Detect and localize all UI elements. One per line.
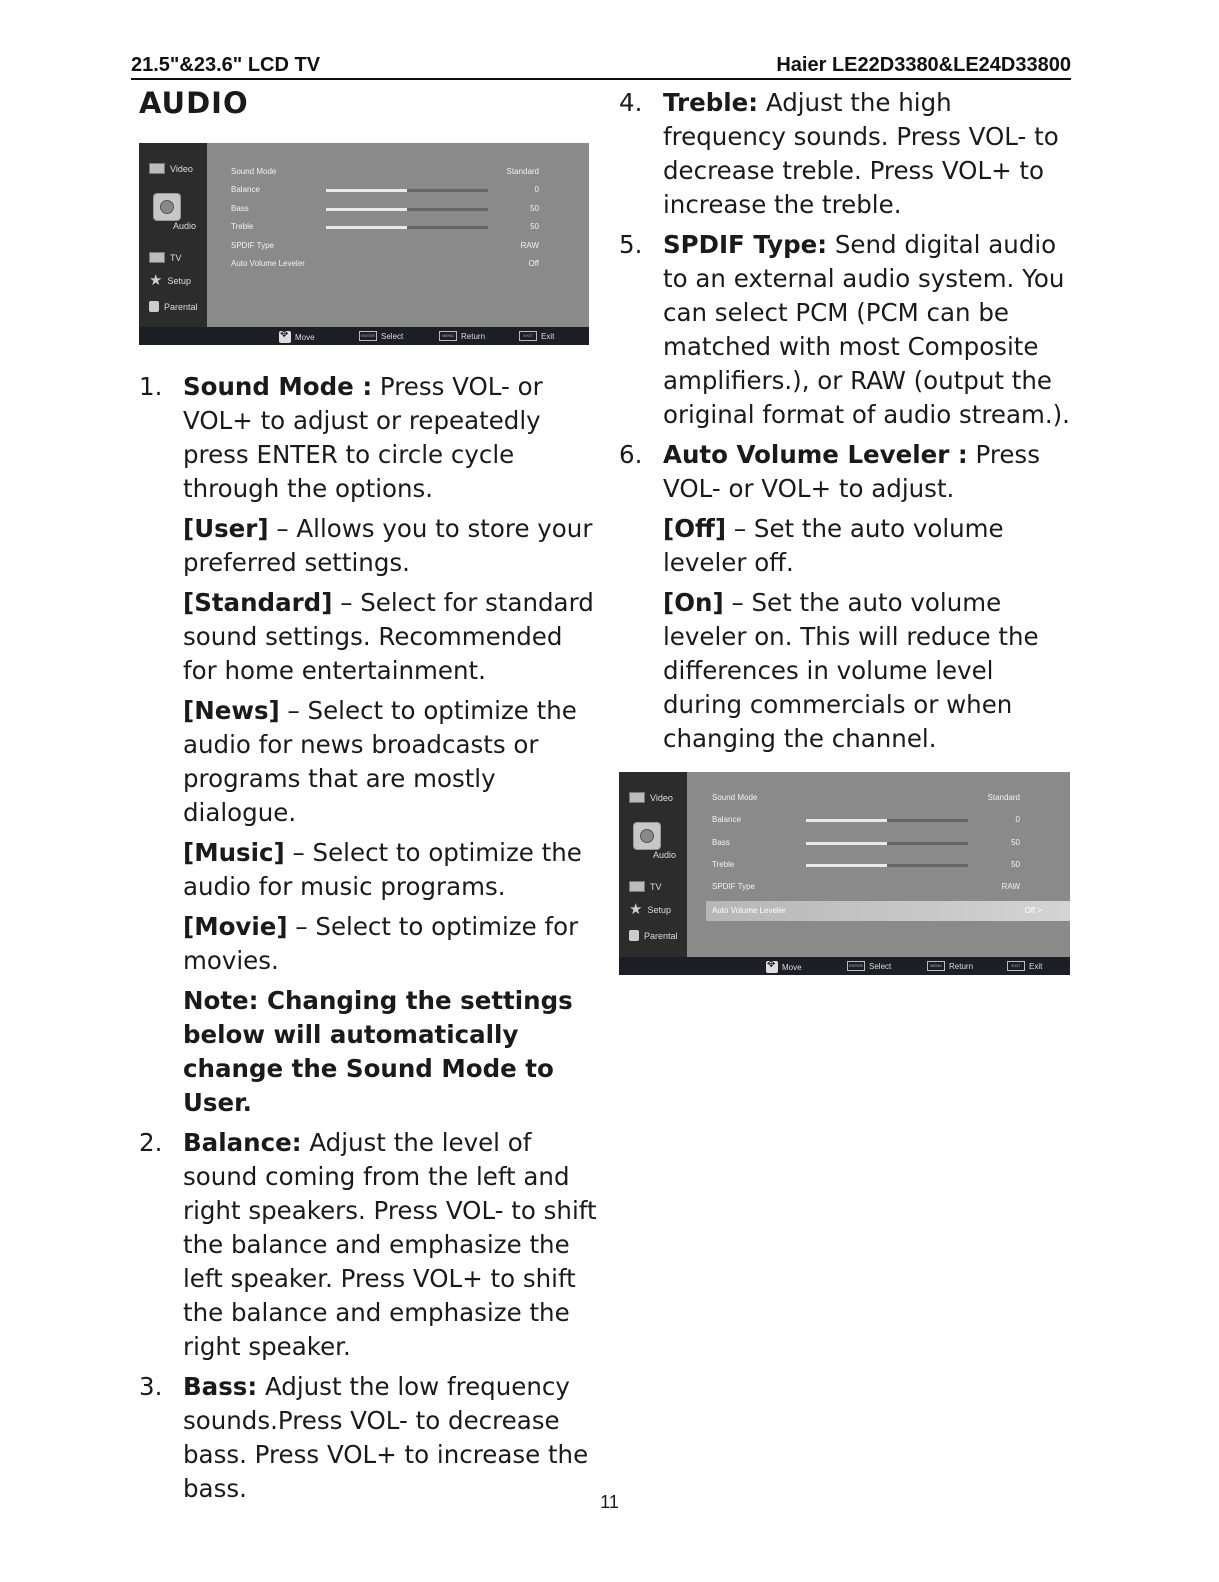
exit-key-icon: EXIT <box>519 331 537 341</box>
menu-key-icon: MENU <box>927 961 945 971</box>
note-text: Note: Changing the settings below will automatically change the Sound Mode to User. <box>183 986 573 1117</box>
menu-row-treble: Treble 50 <box>231 222 539 231</box>
menu-key-icon: MENU <box>439 331 457 341</box>
section-title: AUDIO <box>139 86 249 120</box>
video-icon <box>149 163 165 174</box>
header-model-size: 21.5"&23.6" LCD TV <box>131 54 321 76</box>
page-number: 11 <box>600 1492 619 1512</box>
menu-row-spdif-type: SPDIF Type RAW <box>712 882 1020 891</box>
sidebar-item-audio: Audio <box>173 221 197 231</box>
option-movie: [Movie] – Select to optimize for movies. <box>183 912 579 975</box>
bass-slider <box>326 208 488 211</box>
lock-icon <box>629 930 639 941</box>
balance-slider <box>806 819 968 822</box>
enter-key-icon: ENTER <box>359 331 377 341</box>
tv-icon <box>629 881 645 892</box>
enter-key-icon: ENTER <box>847 961 865 971</box>
option-user: [User] – Allows you to store your preferred settings. <box>183 514 593 577</box>
menu-row-bass: Bass 50 <box>231 204 539 213</box>
option-standard: [Standard] – Select for standard sound settings. Recommended for home entertainment. <box>183 588 594 685</box>
sidebar-item-audio: Audio <box>653 850 677 860</box>
item-sound-mode: 1. Sound Mode : Press VOL- or VOL+ to adjust or repeatedly press ENTER to circle cycle through the options. <box>139 372 543 503</box>
item-balance: 2. Balance: Adjust the level of sound coming from the left and right speakers. Press VOL- to shift the balance and emphasize the left speaker. Press VOL+ to shift the balance and emphasize the right speaker. <box>139 1128 597 1361</box>
sidebar-item-setup: ★ Setup <box>629 901 671 918</box>
left-column <box>139 370 599 1512</box>
menu-row-auto-volume-leveler: Auto Volume Leveler Off <box>231 259 539 268</box>
sidebar-item-video: Video <box>149 163 193 174</box>
menu-sidebar <box>619 772 687 957</box>
menu-footer: ✥ Move ENTER Select MENU Return EXIT Exit <box>139 327 589 345</box>
option-off: [Off] – Set the auto volume leveler off. <box>663 514 1004 577</box>
item-spdif-type: 5. SPDIF Type: Send digital audio to an external audio system. You can select PCM (PCM can be matched with most Composite amplifiers.), or RAW (output the original format of audio stream.). <box>619 230 1070 429</box>
option-news: [News] – Select to optimize the audio for news broadcasts or programs that are mostly dialogue. <box>183 696 577 827</box>
right-column <box>619 86 1079 762</box>
move-icon <box>279 331 291 343</box>
audio-icon <box>153 193 181 221</box>
menu-row-sound-mode: Sound Mode Standard <box>712 793 1020 802</box>
sidebar-item-setup: ★ Setup <box>149 272 191 289</box>
tv-menu-screenshot-2 <box>619 772 1070 975</box>
setup-star-icon: ★ <box>629 901 643 918</box>
menu-row-treble: Treble 50 <box>712 860 1020 869</box>
item-treble: 4. Treble: Adjust the high frequency sounds. Press VOL- to decrease treble. Press VOL+ to increase the treble. <box>619 88 1059 219</box>
treble-slider <box>806 864 968 867</box>
page-header <box>131 54 1071 80</box>
item-auto-volume-leveler: 6. Auto Volume Leveler : Press VOL- or VOL+ to adjust. <box>619 440 1040 503</box>
exit-key-icon: EXIT <box>1007 961 1025 971</box>
sidebar-item-parental: Parental <box>149 301 198 312</box>
option-music: [Music] – Select to optimize the audio for music programs. <box>183 838 582 901</box>
treble-slider <box>326 226 488 229</box>
balance-slider <box>326 189 488 192</box>
menu-row-spdif-type: SPDIF Type RAW <box>231 241 539 250</box>
sidebar-item-tv: TV <box>629 881 662 892</box>
menu-row-auto-volume-leveler-selected: Auto Volume Leveler Off > <box>706 901 1070 921</box>
audio-icon <box>633 822 661 850</box>
tv-icon <box>149 252 165 263</box>
menu-footer: ✥ Move ENTER Select MENU Return EXIT Exit <box>619 957 1070 975</box>
video-icon <box>629 792 645 803</box>
lock-icon <box>149 301 159 312</box>
menu-row-balance: Balance 0 <box>231 185 539 194</box>
bass-slider <box>806 842 968 845</box>
move-icon <box>766 961 778 973</box>
sidebar-item-parental: Parental <box>629 930 678 941</box>
header-model-name: Haier LE22D3380&LE24D33800 <box>776 54 1071 76</box>
option-on: [On] – Set the auto volume leveler on. This will reduce the differences in volume level during commercials or when changing the channel. <box>663 588 1039 753</box>
sidebar-item-video: Video <box>629 792 673 803</box>
tv-menu-screenshot-1 <box>139 143 589 345</box>
menu-row-bass: Bass 50 <box>712 838 1020 847</box>
menu-row-balance: Balance 0 <box>712 815 1020 824</box>
menu-row-sound-mode: Sound Mode Standard <box>231 167 539 176</box>
item-bass: 3. Bass: Adjust the low frequency sounds.Press VOL- to decrease bass. Press VOL+ to increase the bass. <box>139 1372 589 1503</box>
sidebar-item-tv: TV <box>149 252 182 263</box>
menu-sidebar <box>139 143 207 327</box>
setup-star-icon: ★ <box>149 272 163 289</box>
